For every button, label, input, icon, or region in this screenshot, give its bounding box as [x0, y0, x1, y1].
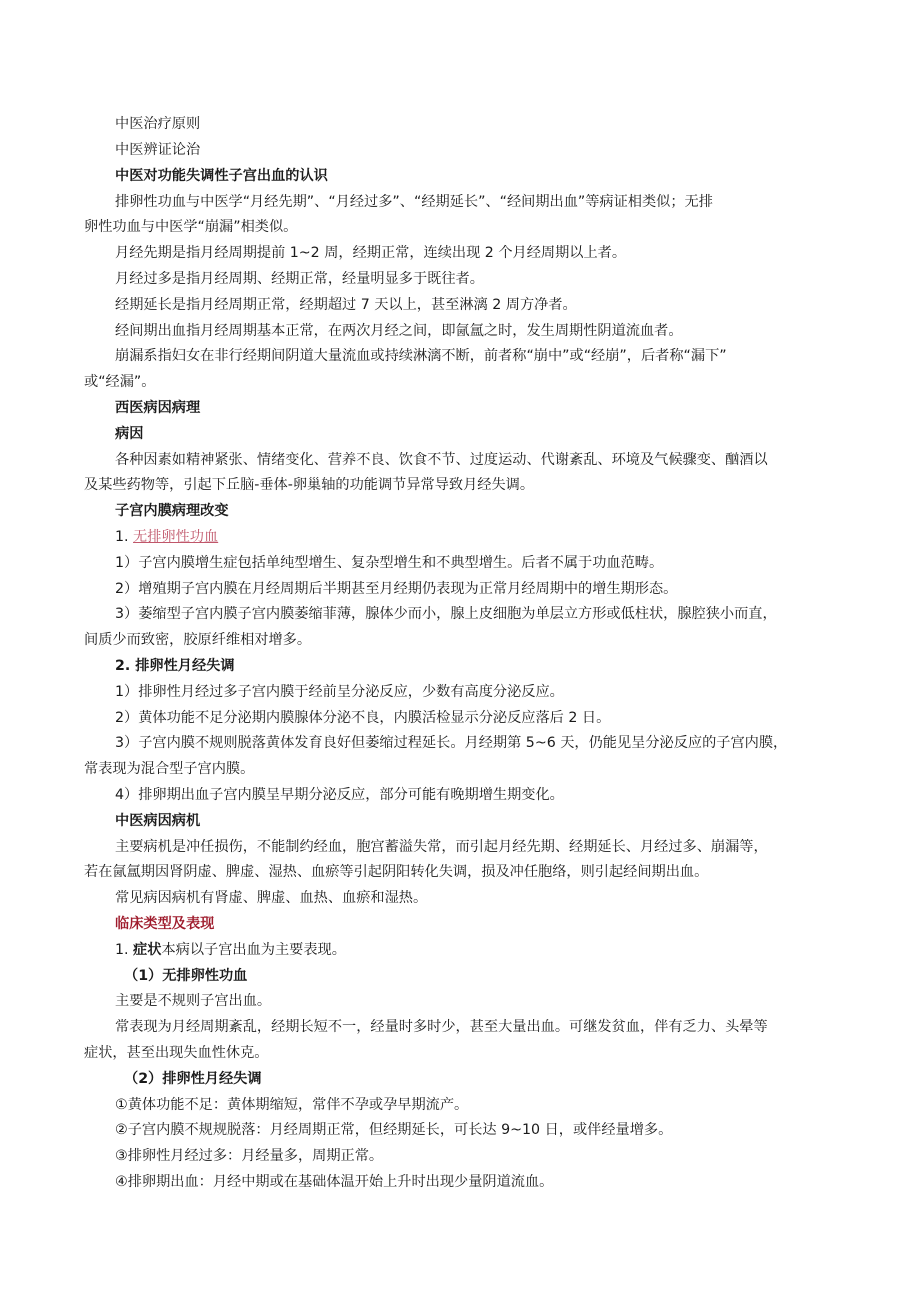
- paragraph-line: 排卵性功血与中医学“月经先期”、“月经过多”、“经期延长”、“经间期出血”等病证相类似；无排: [115, 194, 713, 210]
- list-item: ③排卵性月经过多：月经量多，周期正常。: [115, 1148, 384, 1164]
- heading-tcm-pathogenesis: 中医病因病机: [115, 813, 201, 829]
- paragraph-line: 月经过多是指月经周期、经期正常，经量明显多于既往者。: [115, 271, 484, 287]
- subheading-ovulatory: （2）排卵性月经失调: [124, 1071, 262, 1087]
- paragraph-line: 间质少而致密，胶原纤维相对增多。: [84, 632, 312, 648]
- anovulatory-link[interactable]: 无排卵性功血: [133, 529, 219, 545]
- list-number: 1.: [115, 529, 134, 545]
- paragraph-line: 主要病机是冲任损伤，不能制约经血，胞宫蓄溢失常，而引起月经先期、经期延长、月经过多、崩漏等，: [115, 839, 768, 855]
- paragraph-line: 经间期出血指月经周期基本正常，在两次月经之间，即氤氲之时，发生周期性阴道流血者。: [115, 323, 683, 339]
- heading-tcm-principles: 中医治疗原则: [115, 116, 201, 132]
- heading-tcm-differentiation: 中医辨证论治: [115, 142, 201, 158]
- list-item: 2）增殖期子宫内膜在月经周期后半期甚至月经期仍表现为正常月经周期中的增生期形态。: [115, 581, 678, 597]
- heading-ovulatory-disorder: 2. 排卵性月经失调: [115, 658, 235, 674]
- paragraph-line: 常表现为混合型子宫内膜。: [84, 761, 255, 777]
- heading-etiology: 病因: [115, 426, 144, 442]
- list-item: 3）萎缩型子宫内膜子宫内膜萎缩菲薄，腺体少而小，腺上皮细胞为单层立方形或低柱状，腺腔狭小而直，: [115, 606, 777, 622]
- list-item: ④排卵期出血：月经中期或在基础体温开始上升时出现少量阴道流血。: [115, 1174, 554, 1190]
- paragraph-line: 常见病因病机有肾虚、脾虚、血热、血瘀和湿热。: [115, 890, 428, 906]
- list-number: 1.: [115, 942, 134, 958]
- symptom-label: 症状: [133, 942, 162, 958]
- list-item: 2）黄体功能不足分泌期内膜腺体分泌不良，内膜活检显示分泌反应落后 2 日。: [115, 710, 611, 726]
- paragraph-line: 常表现为月经周期紊乱，经期长短不一，经量时多时少，甚至大量出血。可继发贫血，伴有乏力、头晕等: [115, 1019, 768, 1035]
- paragraph-line: 主要是不规则子宫出血。: [115, 993, 272, 1009]
- symptom-line: [115, 940, 835, 960]
- paragraph-line: 症状，甚至出现失血性休克。: [84, 1045, 269, 1061]
- paragraph-line: 或“经漏”。: [84, 374, 156, 390]
- paragraph-line: 卵性功血与中医学“崩漏”相类似。: [84, 219, 298, 235]
- list-item-anovulatory: [115, 527, 835, 547]
- paragraph-line: 及某些药物等，引起下丘脑-垂体-卵巢轴的功能调节异常导致月经失调。: [84, 477, 535, 493]
- list-item: 4）排卵期出血子宫内膜呈早期分泌反应，部分可能有晚期增生期变化。: [115, 787, 564, 803]
- heading-clinical-types: 临床类型及表现: [115, 916, 215, 932]
- list-item: 3）子宫内膜不规则脱落黄体发育良好但萎缩过程延长。月经期第 5~6 天，仍能见呈分泌反应的子宫内膜，: [115, 735, 788, 751]
- paragraph-line: 若在氤氲期因肾阴虚、脾虚、湿热、血瘀等引起阴阳转化失调，损及冲任胞络，则引起经间期出血。: [84, 864, 709, 880]
- paragraph-line: 月经先期是指月经周期提前 1~2 周，经期正常，连续出现 2 个月经周期以上者。: [115, 245, 627, 261]
- list-item: 1）子宫内膜增生症包括单纯型增生、复杂型增生和不典型增生。后者不属于功血范畴。: [115, 555, 664, 571]
- symptom-text: 本病以子宫出血为主要表现。: [161, 942, 346, 958]
- list-item: ①黄体功能不足：黄体期缩短，常伴不孕或孕早期流产。: [115, 1097, 469, 1113]
- heading-endometrial-pathology: 子宫内膜病理改变: [115, 503, 229, 519]
- heading-tcm-understanding: 中医对功能失调性子宫出血的认识: [115, 168, 328, 184]
- list-item: ②子宫内膜不规规脱落：月经周期正常，但经期延长，可长达 9~10 日，或伴经量增多。: [115, 1122, 673, 1138]
- paragraph-line: 崩漏系指妇女在非行经期间阴道大量流血或持续淋漓不断，前者称“崩中”或“经崩”，后者称“漏下”: [115, 348, 727, 364]
- heading-western-etiology: 西医病因病理: [115, 400, 201, 416]
- subheading-anovulatory: （1）无排卵性功血: [124, 968, 248, 984]
- paragraph-line: 经期延长是指月经周期正常，经期超过 7 天以上，甚至淋漓 2 周方净者。: [115, 297, 577, 313]
- paragraph-line: 各种因素如精神紧张、情绪变化、营养不良、饮食不节、过度运动、代谢紊乱、环境及气候骤变、酗酒以: [115, 452, 768, 468]
- list-item: 1）排卵性月经过多子宫内膜于经前呈分泌反应，少数有高度分泌反应。: [115, 684, 564, 700]
